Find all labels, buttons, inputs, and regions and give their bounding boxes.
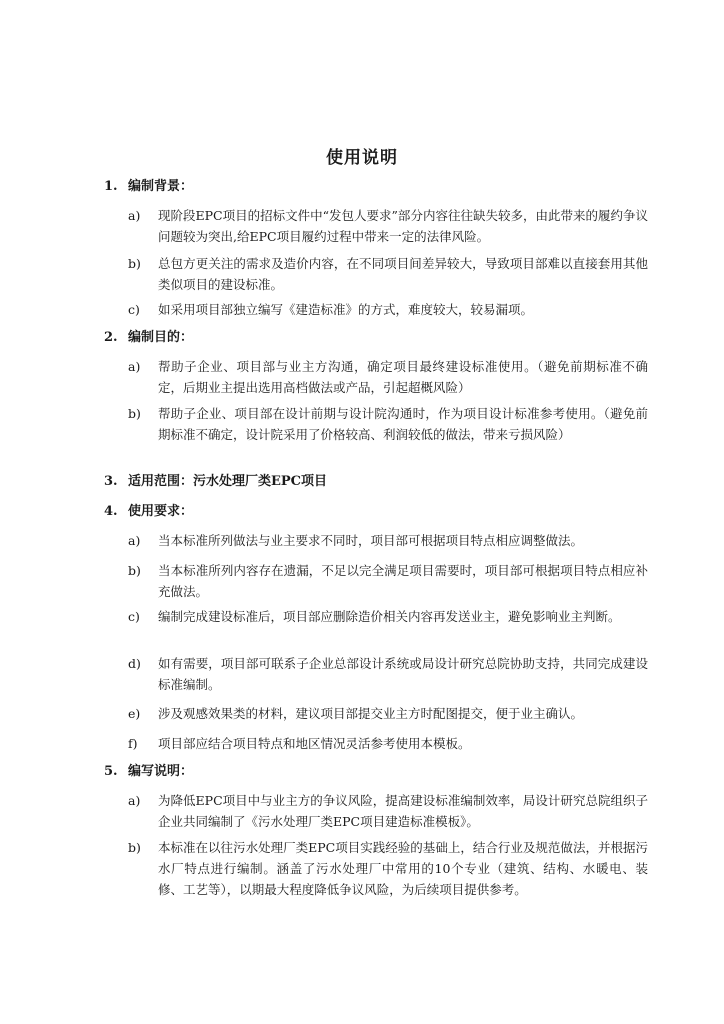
section-heading-2 (104, 329, 193, 347)
page-title: 使用说明 (326, 148, 398, 168)
item-letter: a) (128, 533, 141, 548)
item-letter: a) (128, 793, 141, 808)
list-item (128, 356, 648, 398)
list-item (128, 837, 648, 900)
item-letter: c) (128, 609, 140, 624)
list-item (128, 606, 648, 627)
section-title: 编写说明： (128, 764, 194, 779)
item-text: 帮助子企业、项目部与业主方沟通，确定项目最终建设标准使用。（避免前期标准不确定，后期业主提出选用高档做法或产品，引起超概风险） (158, 359, 648, 395)
item-text: 为降低EPC项目中与业主方的争议风险，提高建设标准编制效率，局设计研究总院组织子企业共同编制了《污水处理厂类EPC项目建造标准模板》。 (158, 793, 648, 829)
section-title: 适用范围：污水处理厂类EPC项目 (128, 474, 328, 489)
section-number: 1. (104, 179, 118, 194)
item-letter: b) (128, 563, 141, 578)
section-heading-1 (104, 178, 193, 196)
section-title: 使用要求： (128, 504, 194, 519)
section-heading-3 (104, 473, 327, 491)
list-item (128, 299, 648, 320)
list-item (128, 253, 648, 295)
section-title: 编制背景： (128, 179, 194, 194)
item-text: 如采用项目部独立编写《建造标准》的方式，难度较大，较易漏项。 (158, 302, 534, 317)
section-number: 3. (104, 474, 118, 489)
section-number: 5. (104, 764, 118, 779)
item-letter: d) (128, 656, 141, 671)
item-letter: f) (128, 736, 138, 751)
item-text: 总包方更关注的需求及造价内容，在不同项目间差异较大，导致项目部难以直接套用其他类似项目的建设标准。 (158, 256, 648, 292)
item-letter: e) (128, 706, 141, 721)
list-item (128, 403, 648, 445)
item-letter: c) (128, 302, 140, 317)
item-text: 涉及观感效果类的材料，建议项目部提交业主方时配图提交，便于业主确认。 (158, 706, 584, 721)
item-text: 帮助子企业、项目部在设计前期与设计院沟通时，作为项目设计标准参考使用。（避免前期标准不确定，设计院采用了价格较高、利润较低的做法，带来亏损风险） (158, 406, 648, 442)
section-heading-5 (104, 763, 193, 781)
item-text: 编制完成建设标准后，项目部应删除造价相关内容再发送业主，避免影响业主判断。 (158, 609, 621, 624)
list-item (128, 205, 648, 247)
item-letter: a) (128, 208, 141, 223)
section-number: 2. (104, 330, 118, 345)
list-item (128, 703, 648, 724)
item-letter: b) (128, 406, 141, 421)
list-item (128, 790, 648, 832)
item-text: 当本标准所列内容存在遗漏，不足以完全满足项目需要时，项目部可根据项目特点相应补充做法。 (158, 563, 648, 599)
list-item (128, 560, 648, 602)
item-text: 项目部应结合项目特点和地区情况灵活参考使用本模板。 (158, 736, 471, 751)
section-title: 编制目的： (128, 330, 194, 345)
section-number: 4. (104, 504, 118, 519)
item-text: 如有需要，项目部可联系子企业总部设计系统或局设计研究总院协助支持，共同完成建设标准编制。 (158, 656, 648, 692)
section-heading-4 (104, 503, 193, 521)
item-text: 本标准在以往污水处理厂类EPC项目实践经验的基础上，结合行业及规范做法，并根据污水厂特点进行编制。涵盖了污水处理厂中常用的10个专业（建筑、结构、水暖电、装修、工艺等），以期最大程度降低争议风险，为后续项目提供参考。 (158, 840, 648, 897)
list-item (128, 653, 648, 695)
item-letter: a) (128, 359, 141, 374)
item-text: 现阶段EPC项目的招标文件中“发包人要求”部分内容往往缺失较多，由此带来的履约争议问题较为突出,给EPC项目履约过程中带来一定的法律风险。 (158, 208, 648, 244)
item-letter: b) (128, 840, 141, 855)
list-item (128, 733, 648, 754)
list-item (128, 530, 648, 551)
item-letter: b) (128, 256, 141, 271)
item-text: 当本标准所列做法与业主要求不同时，项目部可根据项目特点相应调整做法。 (158, 533, 584, 548)
